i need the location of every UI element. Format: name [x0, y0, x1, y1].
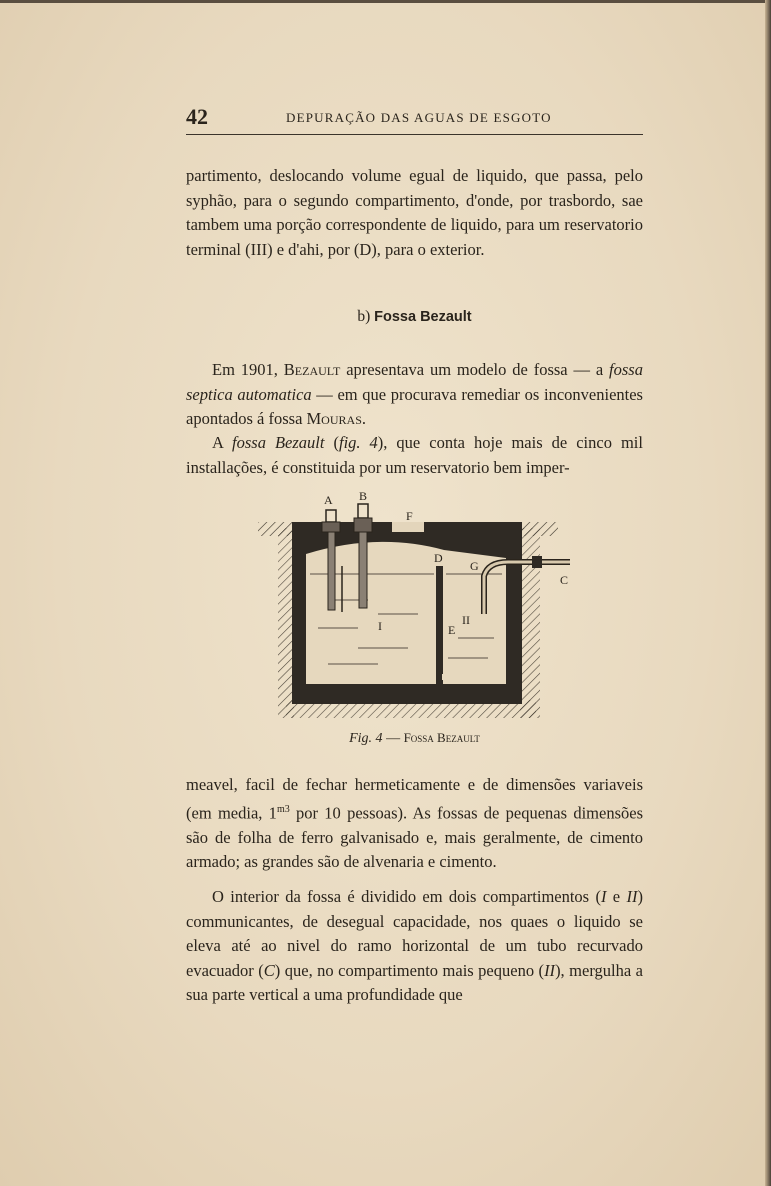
author-name: Bezault	[283, 360, 341, 379]
text-run: meavel, facil de fechar hermeticamente e de dimensões variaveis (em media, 1	[186, 775, 643, 822]
label-d: D	[434, 551, 443, 565]
italic-term: C	[263, 960, 275, 980]
italic-term: I	[600, 887, 607, 906]
text-run: O interior da fossa é dividido em dois compartimentos (	[212, 887, 601, 906]
page-right-edge	[765, 0, 771, 1186]
text-run: .	[361, 409, 366, 428]
page-top-edge	[0, 0, 771, 3]
text-run: e	[606, 887, 627, 906]
paragraph-fossa-description	[186, 431, 643, 480]
text-run: ) communicantes, de desegual capacidade, nos quaes o liquido se eleva até ao nivel do ramo horizontal de um tubo recurvado evacuador (	[186, 887, 643, 980]
figure-caption	[186, 730, 643, 747]
label-e: E	[448, 623, 456, 637]
label-i: I	[378, 619, 382, 633]
label-ii: II	[462, 613, 470, 627]
text-run: — em que procurava remediar os inconvenientes apontados á fossa	[186, 384, 643, 428]
label-g: G	[470, 559, 479, 573]
running-title: DEPURAÇÃO DAS AGUAS DE ESGOTO	[286, 110, 552, 125]
label-a: A	[324, 493, 333, 507]
text-run: (	[324, 433, 339, 452]
italic-term: fossa septica automatica	[186, 360, 643, 404]
text-run: ), que conta hoje mais de cinco mil installações, é constituida por um reservatorio bem imper-	[186, 433, 643, 477]
paragraph-bezault-intro	[186, 358, 643, 432]
section-name: Fossa Bezault	[374, 309, 472, 325]
partition-opening	[442, 674, 446, 680]
text-run: Em 1901,	[212, 360, 284, 379]
text-run: por 10 pessoas). As fossas de pequenas dimensões são de folha de ferro galvanisado e, mais geralmente, de cimento armado; as grandes são de alvenaria e cimento.	[186, 803, 643, 871]
text-run: apresentava um modelo de fossa — a	[340, 360, 610, 379]
partition-wall	[436, 566, 443, 684]
soil-hatching-left	[278, 528, 294, 718]
figure-fossa-bezault	[258, 488, 569, 720]
caption-dash: —	[382, 731, 404, 746]
italic-term: II	[544, 960, 556, 980]
text-run: ), mergulha a sua parte vertical a uma profundidade que	[186, 960, 643, 1004]
paragraph-continuation: partimento, deslocando volume egual de liquido, que passa, pelo syphão, para o segundo compartimento, d'onde, por trasbordo, sae tambem uma porção correspondente de liquido, para um reservatorio terminal (III) e d'ahi, por (D), para o exterior.	[186, 166, 643, 259]
paragraph-dimensions	[186, 773, 643, 875]
label-c: C	[560, 573, 569, 587]
figure-reference: fig. 4	[338, 433, 378, 452]
caption-figure-number: Fig. 4	[349, 731, 383, 746]
access-cover-f	[392, 522, 424, 532]
label-f: F	[406, 509, 413, 523]
page-number: 42	[186, 104, 208, 129]
section-letter: b)	[357, 308, 371, 325]
section-heading	[186, 308, 643, 326]
paragraph-interior	[186, 885, 643, 1008]
label-b: B	[359, 489, 368, 503]
author-name: Mouras	[306, 409, 362, 428]
text-run: A	[212, 433, 233, 452]
unit-superscript: m3	[276, 803, 290, 815]
page-header	[186, 104, 643, 135]
italic-term: II	[626, 887, 638, 906]
text-run: ) que, no compartimento mais pequeno (	[274, 960, 545, 980]
caption-name: Fossa Bezault	[403, 730, 480, 745]
italic-term: fossa Bezault	[232, 433, 325, 452]
